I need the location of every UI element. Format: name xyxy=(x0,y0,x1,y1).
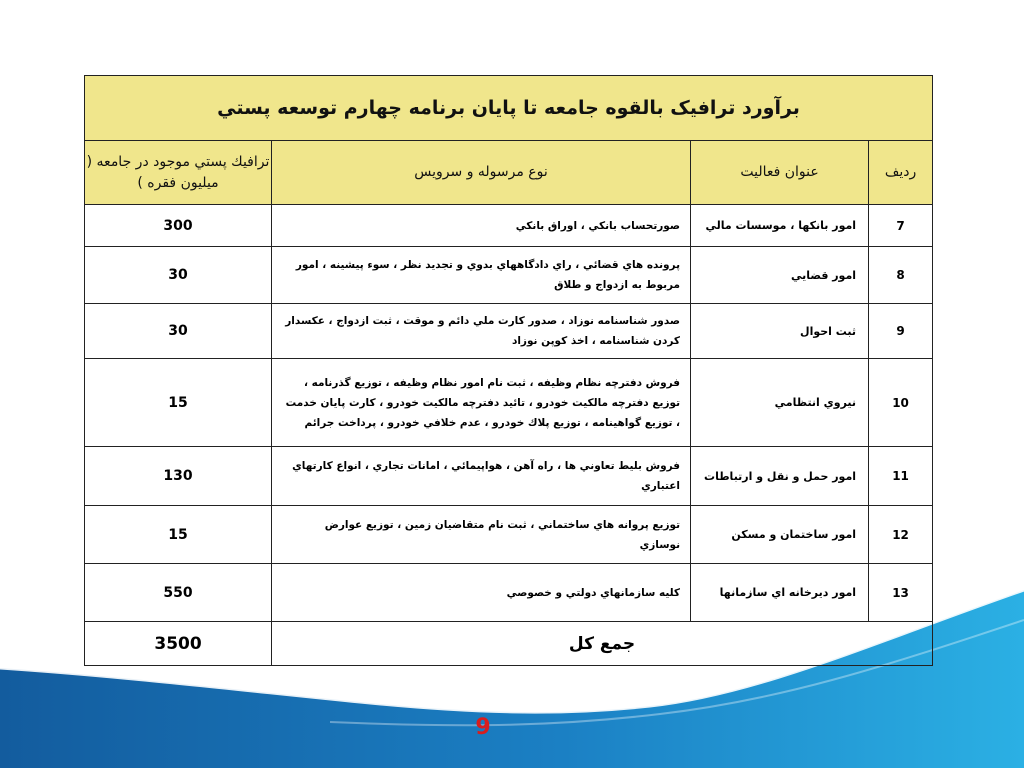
row-traffic: 550 xyxy=(85,564,272,622)
row-number: 7 xyxy=(869,205,933,247)
page-number: 9 xyxy=(475,715,491,740)
row-activity: ثبت احوال xyxy=(691,304,869,359)
row-activity: نيروي انتظامي xyxy=(691,359,869,447)
row-service: پرونده هاي قضائي ، راي دادگاههاي بدوي و تجديد نظر ، سوء پيشينه ، امور مربوط به ازدواج و طلاق xyxy=(272,247,691,304)
row-activity: امور ديرخانه اي سازمانها xyxy=(691,564,869,622)
row-traffic: 30 xyxy=(85,304,272,359)
row-service: صورتحساب بانكي ، اوراق بانكي xyxy=(272,205,691,247)
header-traffic: ترافيك پستي موجود در جامعه ( ميليون فقره ) xyxy=(85,141,272,205)
table-row xyxy=(85,247,933,304)
row-number: 11 xyxy=(869,447,933,506)
table-row xyxy=(85,564,933,622)
row-activity: امور ساختمان و مسكن xyxy=(691,506,869,564)
table-row xyxy=(85,359,933,447)
row-traffic: 15 xyxy=(85,359,272,447)
table-row xyxy=(85,304,933,359)
table-header-row xyxy=(85,141,933,205)
row-activity: امور بانكها ، موسسات مالي xyxy=(691,205,869,247)
table-row xyxy=(85,205,933,247)
row-service: صدور شناسنامه نوزاد ، صدور كارت ملي دائم و موقت ، ثبت ازدواج ، عكسدار كردن شناسنامه ، اخذ كوپن نوزاد xyxy=(272,304,691,359)
row-traffic: 15 xyxy=(85,506,272,564)
row-service: توزيع پروانه هاي ساختماني ، ثبت نام متقاضيان زمين ، توزيع عوارض نوسازي xyxy=(272,506,691,564)
row-number: 13 xyxy=(869,564,933,622)
row-traffic: 30 xyxy=(85,247,272,304)
table-row xyxy=(85,506,933,564)
total-label: جمع كل xyxy=(272,622,933,666)
row-traffic: 300 xyxy=(85,205,272,247)
row-service: فروش بليط تعاوني ها ، راه آهن ، هواپيمائي ، امانات تجاري ، انواع كارتهاي اعتباري xyxy=(272,447,691,506)
total-value: 3500 xyxy=(85,622,272,666)
header-service: نوع مرسوله و سرويس xyxy=(272,141,691,205)
row-activity: امور قضايي xyxy=(691,247,869,304)
table-row xyxy=(85,447,933,506)
row-number: 12 xyxy=(869,506,933,564)
table-title: برآورد ترافيک بالقوه جامعه تا پايان برنامه چهارم توسعه پستي xyxy=(85,76,933,141)
row-service: كليه سازمانهاي دولتي و خصوصي xyxy=(272,564,691,622)
table-title-row xyxy=(85,76,933,141)
row-number: 10 xyxy=(869,359,933,447)
header-row-no: رديف xyxy=(869,141,933,205)
row-activity: امور حمل و نقل و ارتباطات xyxy=(691,447,869,506)
row-service: فروش دفترچه نظام وظيفه ، ثبت نام امور نظام وظيفه ، توزيع گذرنامه ، توزيع دفترچه مالكيت خودرو ، تائيد دفترچه مالكيت خودرو ، كارت پايان خدمت ، توزيع گواهينامه ، توزيع پلاك خودرو ، عدم خلافي خودرو ، پرداخت جرائم xyxy=(272,359,691,447)
traffic-table xyxy=(84,75,933,666)
row-number: 9 xyxy=(869,304,933,359)
table-total-row xyxy=(85,622,933,666)
row-number: 8 xyxy=(869,247,933,304)
row-traffic: 130 xyxy=(85,447,272,506)
header-activity: عنوان فعاليت xyxy=(691,141,869,205)
